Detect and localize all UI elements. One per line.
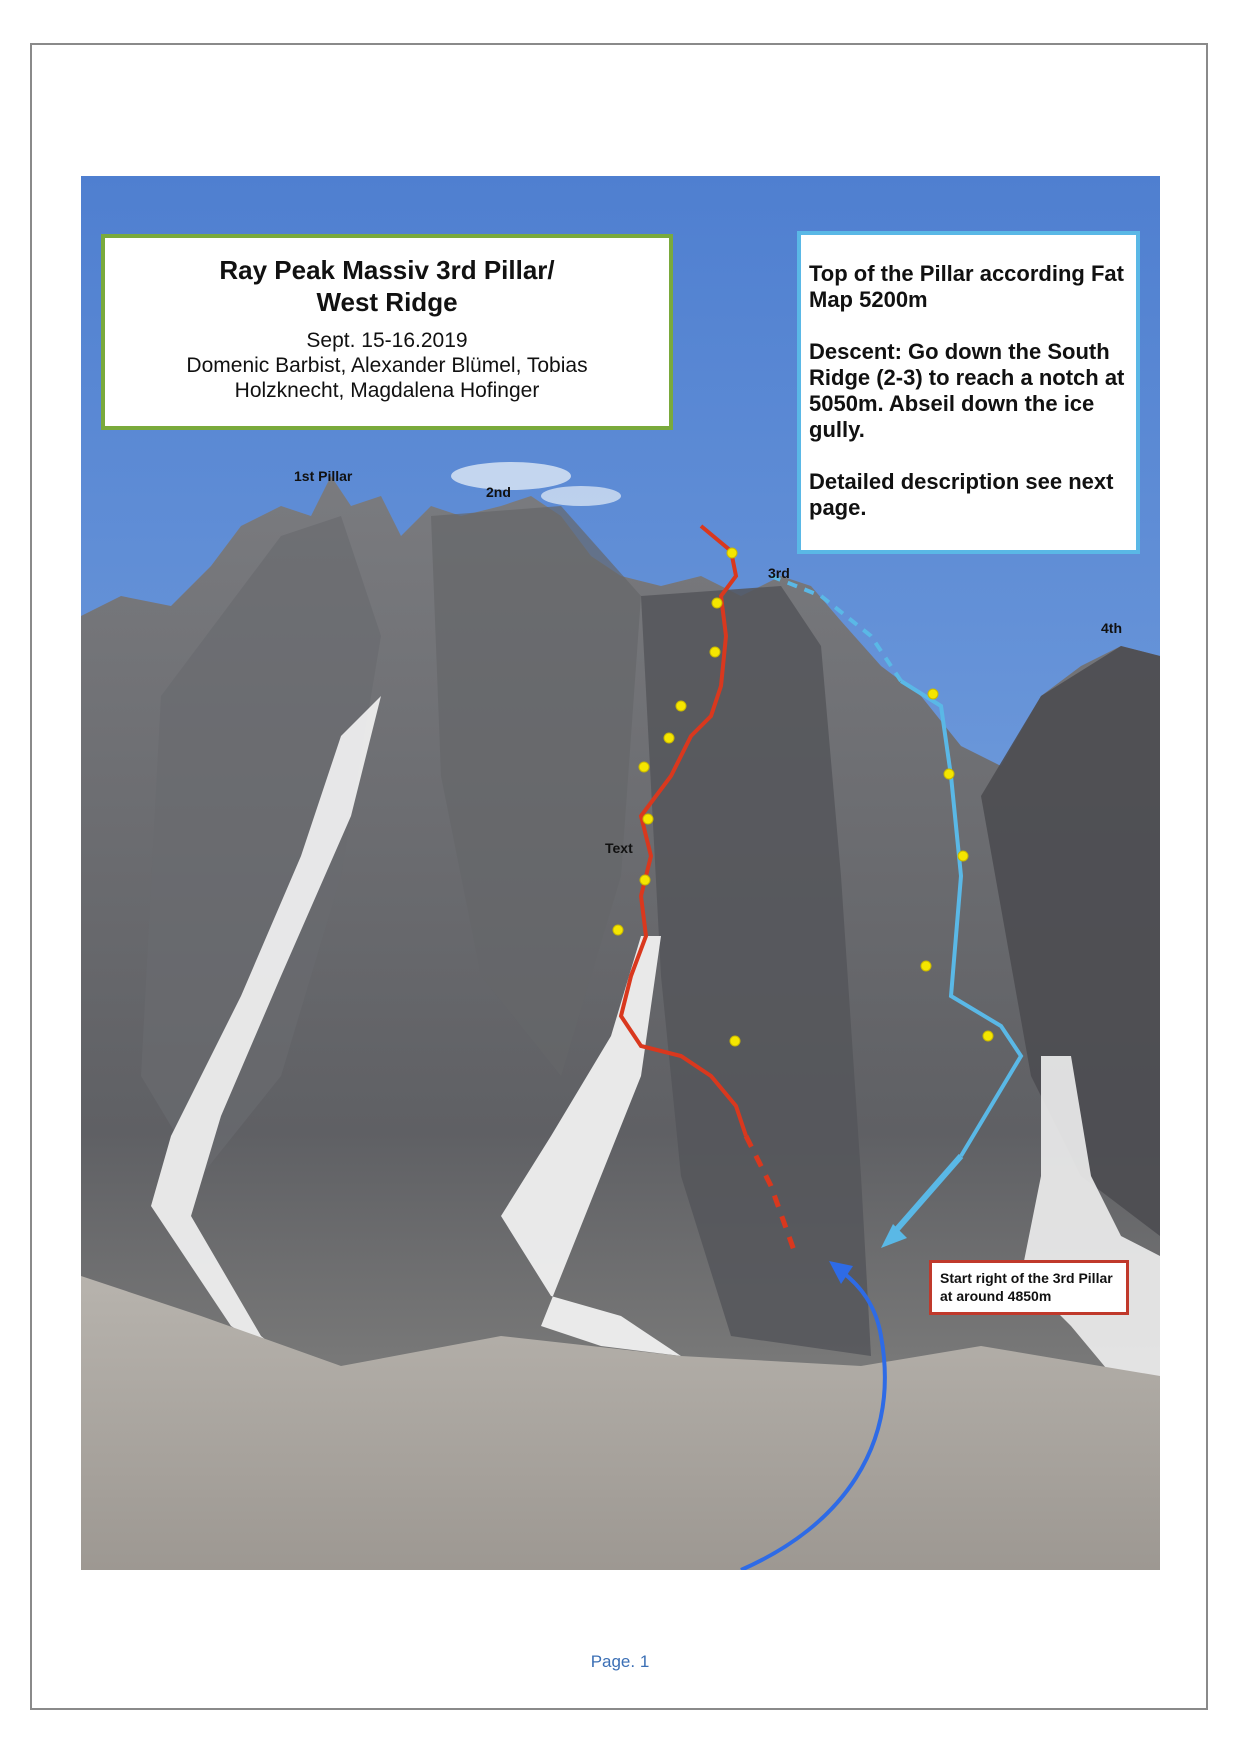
belay-point <box>643 814 653 824</box>
info-descent: Descent: Go down the South Ridge (2-3) to reach a notch at 5050m. Abseil down the ice gully. <box>809 339 1125 442</box>
climbers-line-2: Holzknecht, Magdalena Hofinger <box>234 379 540 402</box>
info-detailed-description: Detailed description see next page. <box>809 469 1114 520</box>
belay-point <box>730 1036 740 1046</box>
page-number: Page. 1 <box>590 1652 650 1671</box>
label-4th-pillar: 4th <box>1101 620 1122 636</box>
belay-point <box>928 689 938 699</box>
belay-point <box>710 647 720 657</box>
info-top-of-pillar: Top of the Pillar according Fat Map 5200m <box>809 261 1124 312</box>
belay-point <box>944 769 954 779</box>
belay-point <box>921 961 931 971</box>
belay-point <box>712 598 722 608</box>
title-box <box>101 234 673 430</box>
belay-point <box>639 762 649 772</box>
title-line-1: Ray Peak Massiv 3rd Pillar/ <box>219 255 555 285</box>
belay-point <box>727 548 737 558</box>
date: Sept. 15-16.2019 <box>306 329 468 352</box>
label-1st-pillar: 1st Pillar <box>294 468 353 484</box>
belay-point <box>983 1031 993 1041</box>
climbers-line-1: Domenic Barbist, Alexander Blümel, Tobias <box>186 354 588 377</box>
belay-point <box>640 875 650 885</box>
belay-point <box>664 733 674 743</box>
belay-point <box>676 701 686 711</box>
belay-point <box>958 851 968 861</box>
info-box <box>797 231 1140 554</box>
title-line-2: West Ridge <box>316 287 458 317</box>
label-3rd-pillar: 3rd <box>768 565 790 581</box>
start-box: Start right of the 3rd Pillar at around 4850m <box>929 1260 1129 1315</box>
belay-point <box>613 925 623 935</box>
label-text: Text <box>605 840 633 856</box>
label-2nd-pillar: 2nd <box>486 484 511 500</box>
